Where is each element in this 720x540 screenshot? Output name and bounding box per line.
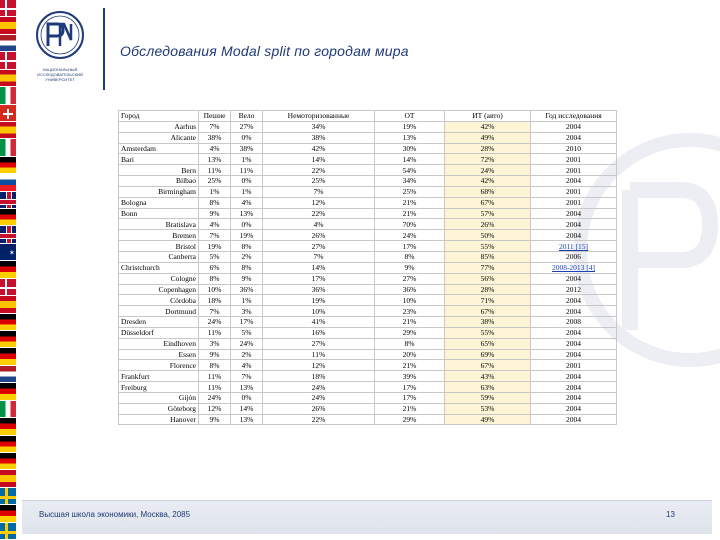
flag-de-icon [0, 331, 16, 348]
cell-bike: 13% [231, 382, 263, 393]
table-row [119, 403, 617, 414]
cell-car: 55% [445, 327, 531, 338]
cell-nonmotorized: 25% [263, 176, 375, 187]
flag-de-icon [0, 348, 16, 365]
cell-public-transport: 27% [375, 273, 445, 284]
cell-walk: 3% [199, 338, 231, 349]
cell-bike: 14% [231, 403, 263, 414]
cell-walk: 24% [199, 317, 231, 328]
cell-walk: 11% [199, 382, 231, 393]
flag-it-icon [0, 139, 16, 156]
table-row [119, 186, 617, 197]
table-row [119, 230, 617, 241]
flag-it-icon [0, 401, 16, 418]
cell-walk: 7% [199, 306, 231, 317]
cell-bike: 24% [231, 338, 263, 349]
flag-es-icon [0, 122, 16, 139]
cell-city: Bremen [119, 230, 199, 241]
cell-car: 65% [445, 338, 531, 349]
cell-year: 2004 [531, 176, 617, 187]
cell-year [531, 262, 617, 273]
cell-public-transport: 10% [375, 295, 445, 306]
header-divider [103, 8, 105, 90]
cell-bike: 0% [231, 132, 263, 143]
cell-nonmotorized: 38% [263, 132, 375, 143]
cell-year: 2004 [531, 230, 617, 241]
cell-public-transport: 9% [375, 262, 445, 273]
header-walk: Пешие [199, 111, 231, 122]
cell-walk: 4% [199, 143, 231, 154]
cell-walk: 11% [199, 165, 231, 176]
cell-city: Córdoba [119, 295, 199, 306]
cell-walk: 10% [199, 284, 231, 295]
cell-city: Canberra [119, 251, 199, 262]
cell-bike: 1% [231, 186, 263, 197]
table-row [119, 262, 617, 273]
cell-car: 69% [445, 349, 531, 360]
table-body [119, 121, 617, 425]
cell-nonmotorized: 22% [263, 208, 375, 219]
flag-se-icon [0, 523, 16, 540]
cell-year: 2004 [531, 382, 617, 393]
cell-year: 2001 [531, 154, 617, 165]
cell-nonmotorized: 14% [263, 154, 375, 165]
cell-city: Göteborg [119, 403, 199, 414]
cell-public-transport: 21% [375, 360, 445, 371]
cell-bike: 2% [231, 251, 263, 262]
cell-city: Gijón [119, 392, 199, 403]
table-row [119, 371, 617, 382]
cell-bike: 9% [231, 273, 263, 284]
cell-nonmotorized: 36% [263, 284, 375, 295]
flag-es-icon [0, 296, 16, 313]
cell-city: Hanover [119, 414, 199, 425]
cell-walk: 9% [199, 208, 231, 219]
table-row [119, 251, 617, 262]
flag-de-icon [0, 209, 16, 226]
cell-year: 2001 [531, 197, 617, 208]
table-row [119, 176, 617, 187]
cell-bike: 0% [231, 176, 263, 187]
cell-car: 68% [445, 186, 531, 197]
cell-nonmotorized: 12% [263, 197, 375, 208]
cell-city: Düsseldorf [119, 327, 199, 338]
table-row [119, 143, 617, 154]
cell-car: 28% [445, 143, 531, 154]
cell-nonmotorized: 24% [263, 392, 375, 403]
table-row [119, 273, 617, 284]
cell-bike: 0% [231, 219, 263, 230]
cell-car: 67% [445, 197, 531, 208]
cell-year: 2004 [531, 219, 617, 230]
table-row [119, 317, 617, 328]
cell-public-transport: 20% [375, 349, 445, 360]
cell-public-transport: 21% [375, 208, 445, 219]
flag-uk-icon [0, 192, 16, 209]
cell-public-transport: 21% [375, 197, 445, 208]
cell-nonmotorized: 27% [263, 338, 375, 349]
cell-bike: 13% [231, 208, 263, 219]
cell-car: 77% [445, 262, 531, 273]
header-year: Год исследования [531, 111, 617, 122]
cell-walk: 6% [199, 262, 231, 273]
cell-nonmotorized: 12% [263, 360, 375, 371]
cell-car: 59% [445, 392, 531, 403]
cell-bike: 4% [231, 197, 263, 208]
cell-year: 2004 [531, 295, 617, 306]
table-row [119, 241, 617, 252]
table-row [119, 327, 617, 338]
cell-year: 2004 [531, 338, 617, 349]
cell-year: 2001 [531, 165, 617, 176]
table-row [119, 284, 617, 295]
flag-ch-icon [0, 105, 16, 122]
footer-text: Высшая школа экономики, Москва, 2085 [39, 510, 191, 519]
cell-city: Birmingham [119, 186, 199, 197]
cell-car: 63% [445, 382, 531, 393]
cell-bike: 38% [231, 143, 263, 154]
cell-city: Dresden [119, 317, 199, 328]
cell-city: Copenhagen [119, 284, 199, 295]
cell-city: Alicante [119, 132, 199, 143]
cell-city: Bonn [119, 208, 199, 219]
table-row [119, 208, 617, 219]
cell-nonmotorized: 26% [263, 230, 375, 241]
flag-uk-icon [0, 226, 16, 243]
cell-year [531, 241, 617, 252]
flag-de-icon [0, 383, 16, 400]
flag-de-icon [0, 436, 16, 453]
flag-se-icon [0, 488, 16, 505]
flag-nl-icon [0, 366, 16, 383]
cell-city: Bilbao [119, 176, 199, 187]
cell-city: Bern [119, 165, 199, 176]
hse-emblem-icon [35, 10, 85, 60]
cell-public-transport: 24% [375, 230, 445, 241]
cell-year: 2004 [531, 273, 617, 284]
cell-public-transport: 8% [375, 251, 445, 262]
flag-strip [0, 0, 16, 540]
table-row [119, 306, 617, 317]
flag-nl-icon [0, 35, 16, 52]
cell-walk: 24% [199, 392, 231, 403]
cell-year: 2004 [531, 327, 617, 338]
flag-dk-icon [0, 52, 16, 69]
cell-year: 2004 [531, 414, 617, 425]
cell-nonmotorized: 18% [263, 371, 375, 382]
cell-car: 53% [445, 403, 531, 414]
cell-walk: 11% [199, 371, 231, 382]
cell-car: 72% [445, 154, 531, 165]
cell-nonmotorized: 24% [263, 382, 375, 393]
cell-bike: 13% [231, 414, 263, 425]
flag-es-icon [0, 70, 16, 87]
cell-public-transport: 17% [375, 241, 445, 252]
cell-walk: 13% [199, 154, 231, 165]
cell-year: 2006 [531, 251, 617, 262]
cell-walk: 5% [199, 251, 231, 262]
cell-walk: 11% [199, 327, 231, 338]
flag-de-icon [0, 314, 16, 331]
cell-walk: 25% [199, 176, 231, 187]
cell-bike: 4% [231, 360, 263, 371]
header-bike: Вело [231, 111, 263, 122]
cell-public-transport: 29% [375, 414, 445, 425]
cell-car: 50% [445, 230, 531, 241]
table-row [119, 349, 617, 360]
cell-bike: 5% [231, 327, 263, 338]
flag-au-icon [0, 244, 16, 261]
cell-city: Aarhus [119, 121, 199, 132]
cell-bike: 2% [231, 349, 263, 360]
cell-car: 26% [445, 219, 531, 230]
table-header-row [119, 111, 617, 122]
cell-year: 2004 [531, 392, 617, 403]
cell-car: 57% [445, 208, 531, 219]
cell-public-transport: 36% [375, 284, 445, 295]
cell-walk: 7% [199, 230, 231, 241]
cell-year: 2004 [531, 121, 617, 132]
cell-car: 55% [445, 241, 531, 252]
flag-de-icon [0, 453, 16, 470]
cell-city: Florence [119, 360, 199, 371]
table-row [119, 154, 617, 165]
cell-car: 28% [445, 284, 531, 295]
cell-bike: 11% [231, 165, 263, 176]
cell-nonmotorized: 26% [263, 403, 375, 414]
cell-car: 49% [445, 414, 531, 425]
cell-nonmotorized: 19% [263, 295, 375, 306]
cell-car: 42% [445, 121, 531, 132]
cell-nonmotorized: 11% [263, 349, 375, 360]
cell-public-transport: 25% [375, 186, 445, 197]
cell-walk: 8% [199, 273, 231, 284]
cell-nonmotorized: 27% [263, 241, 375, 252]
flag-it-icon [0, 87, 16, 104]
cell-city: Bristol [119, 241, 199, 252]
cell-walk: 8% [199, 360, 231, 371]
cell-bike: 19% [231, 230, 263, 241]
cell-car: 38% [445, 317, 531, 328]
cell-year: 2001 [531, 360, 617, 371]
table-row [119, 132, 617, 143]
cell-city: Amsterdam [119, 143, 199, 154]
cell-bike: 27% [231, 121, 263, 132]
cell-car: 49% [445, 132, 531, 143]
cell-bike: 1% [231, 295, 263, 306]
cell-year: 2004 [531, 371, 617, 382]
cell-walk: 18% [199, 295, 231, 306]
cell-city: Eindhoven [119, 338, 199, 349]
cell-nonmotorized: 10% [263, 306, 375, 317]
cell-nonmotorized: 34% [263, 121, 375, 132]
cell-year: 2004 [531, 349, 617, 360]
cell-car: 85% [445, 251, 531, 262]
cell-car: 67% [445, 360, 531, 371]
header-nonmotorized: Немоторизованные [263, 111, 375, 122]
cell-public-transport: 23% [375, 306, 445, 317]
cell-nonmotorized: 7% [263, 186, 375, 197]
cell-car: 24% [445, 165, 531, 176]
table-row [119, 414, 617, 425]
cell-public-transport: 21% [375, 403, 445, 414]
cell-year: 2004 [531, 208, 617, 219]
cell-nonmotorized: 22% [263, 165, 375, 176]
flag-dk-icon [0, 0, 16, 17]
cell-public-transport: 13% [375, 132, 445, 143]
table-row [119, 392, 617, 403]
cell-year: 2001 [531, 186, 617, 197]
flag-de-icon [0, 261, 16, 278]
logo-caption: НАЦИОНАЛЬНЫЙ ИССЛЕДОВАТЕЛЬСКИЙ УНИВЕРСИТЕТ [37, 67, 83, 82]
cell-city: Freiburg [119, 382, 199, 393]
table-row [119, 219, 617, 230]
cell-bike: 17% [231, 317, 263, 328]
page-number: 13 [666, 510, 675, 519]
cell-bike: 36% [231, 284, 263, 295]
flag-de-icon [0, 418, 16, 435]
cell-city: Christchurch [119, 262, 199, 273]
flag-es-icon [0, 470, 16, 487]
flag-sk-icon [0, 174, 16, 191]
table-row [119, 121, 617, 132]
hse-logo [30, 10, 90, 82]
cell-walk: 8% [199, 197, 231, 208]
cell-city: Cologne [119, 273, 199, 284]
cell-nonmotorized: 41% [263, 317, 375, 328]
table-row [119, 382, 617, 393]
flag-dk-icon [0, 279, 16, 296]
cell-car: 56% [445, 273, 531, 284]
cell-nonmotorized: 14% [263, 262, 375, 273]
cell-public-transport: 39% [375, 371, 445, 382]
cell-city: Bratislava [119, 219, 199, 230]
cell-public-transport: 29% [375, 327, 445, 338]
cell-year: 2004 [531, 132, 617, 143]
cell-public-transport: 19% [375, 121, 445, 132]
header-city: Город [119, 111, 199, 122]
cell-walk: 7% [199, 121, 231, 132]
cell-public-transport: 17% [375, 382, 445, 393]
cell-city: Dortmund [119, 306, 199, 317]
cell-walk: 1% [199, 186, 231, 197]
cell-walk: 12% [199, 403, 231, 414]
cell-public-transport: 8% [375, 338, 445, 349]
flag-de-icon [0, 157, 16, 174]
cell-bike: 1% [231, 154, 263, 165]
header-public-transport: ОТ [375, 111, 445, 122]
cell-walk: 38% [199, 132, 231, 143]
cell-public-transport: 21% [375, 317, 445, 328]
cell-nonmotorized: 42% [263, 143, 375, 154]
cell-car: 42% [445, 176, 531, 187]
cell-public-transport: 70% [375, 219, 445, 230]
cell-public-transport: 30% [375, 143, 445, 154]
table-row [119, 360, 617, 371]
cell-walk: 4% [199, 219, 231, 230]
cell-bike: 8% [231, 241, 263, 252]
cell-year: 2008 [531, 317, 617, 328]
modal-split-table [118, 110, 617, 425]
page-title: Обследования Modal split по городам мира [120, 43, 409, 59]
cell-city: Frankfurt [119, 371, 199, 382]
source-link[interactable]: 2008-2013 [4] [551, 263, 596, 273]
table-row [119, 338, 617, 349]
cell-city: Essen [119, 349, 199, 360]
cell-bike: 8% [231, 262, 263, 273]
cell-nonmotorized: 7% [263, 251, 375, 262]
cell-city: Bari [119, 154, 199, 165]
table-row [119, 295, 617, 306]
cell-car: 71% [445, 295, 531, 306]
cell-car: 67% [445, 306, 531, 317]
cell-walk: 19% [199, 241, 231, 252]
flag-de-icon [0, 505, 16, 522]
cell-nonmotorized: 17% [263, 273, 375, 284]
flag-es-icon [0, 17, 16, 34]
cell-nonmotorized: 16% [263, 327, 375, 338]
cell-car: 43% [445, 371, 531, 382]
table-row [119, 165, 617, 176]
table-row [119, 197, 617, 208]
cell-walk: 9% [199, 414, 231, 425]
cell-nonmotorized: 22% [263, 414, 375, 425]
cell-city: Bologna [119, 197, 199, 208]
cell-year: 2010 [531, 143, 617, 154]
cell-bike: 0% [231, 392, 263, 403]
cell-public-transport: 17% [375, 392, 445, 403]
cell-year: 2004 [531, 306, 617, 317]
cell-public-transport: 14% [375, 154, 445, 165]
cell-year: 2004 [531, 403, 617, 414]
cell-nonmotorized: 4% [263, 219, 375, 230]
cell-year: 2012 [531, 284, 617, 295]
cell-bike: 3% [231, 306, 263, 317]
cell-public-transport: 34% [375, 176, 445, 187]
cell-walk: 9% [199, 349, 231, 360]
cell-public-transport: 54% [375, 165, 445, 176]
cell-bike: 7% [231, 371, 263, 382]
header-car: ИТ (авто) [445, 111, 531, 122]
source-link[interactable]: 2011 [15] [558, 241, 589, 251]
